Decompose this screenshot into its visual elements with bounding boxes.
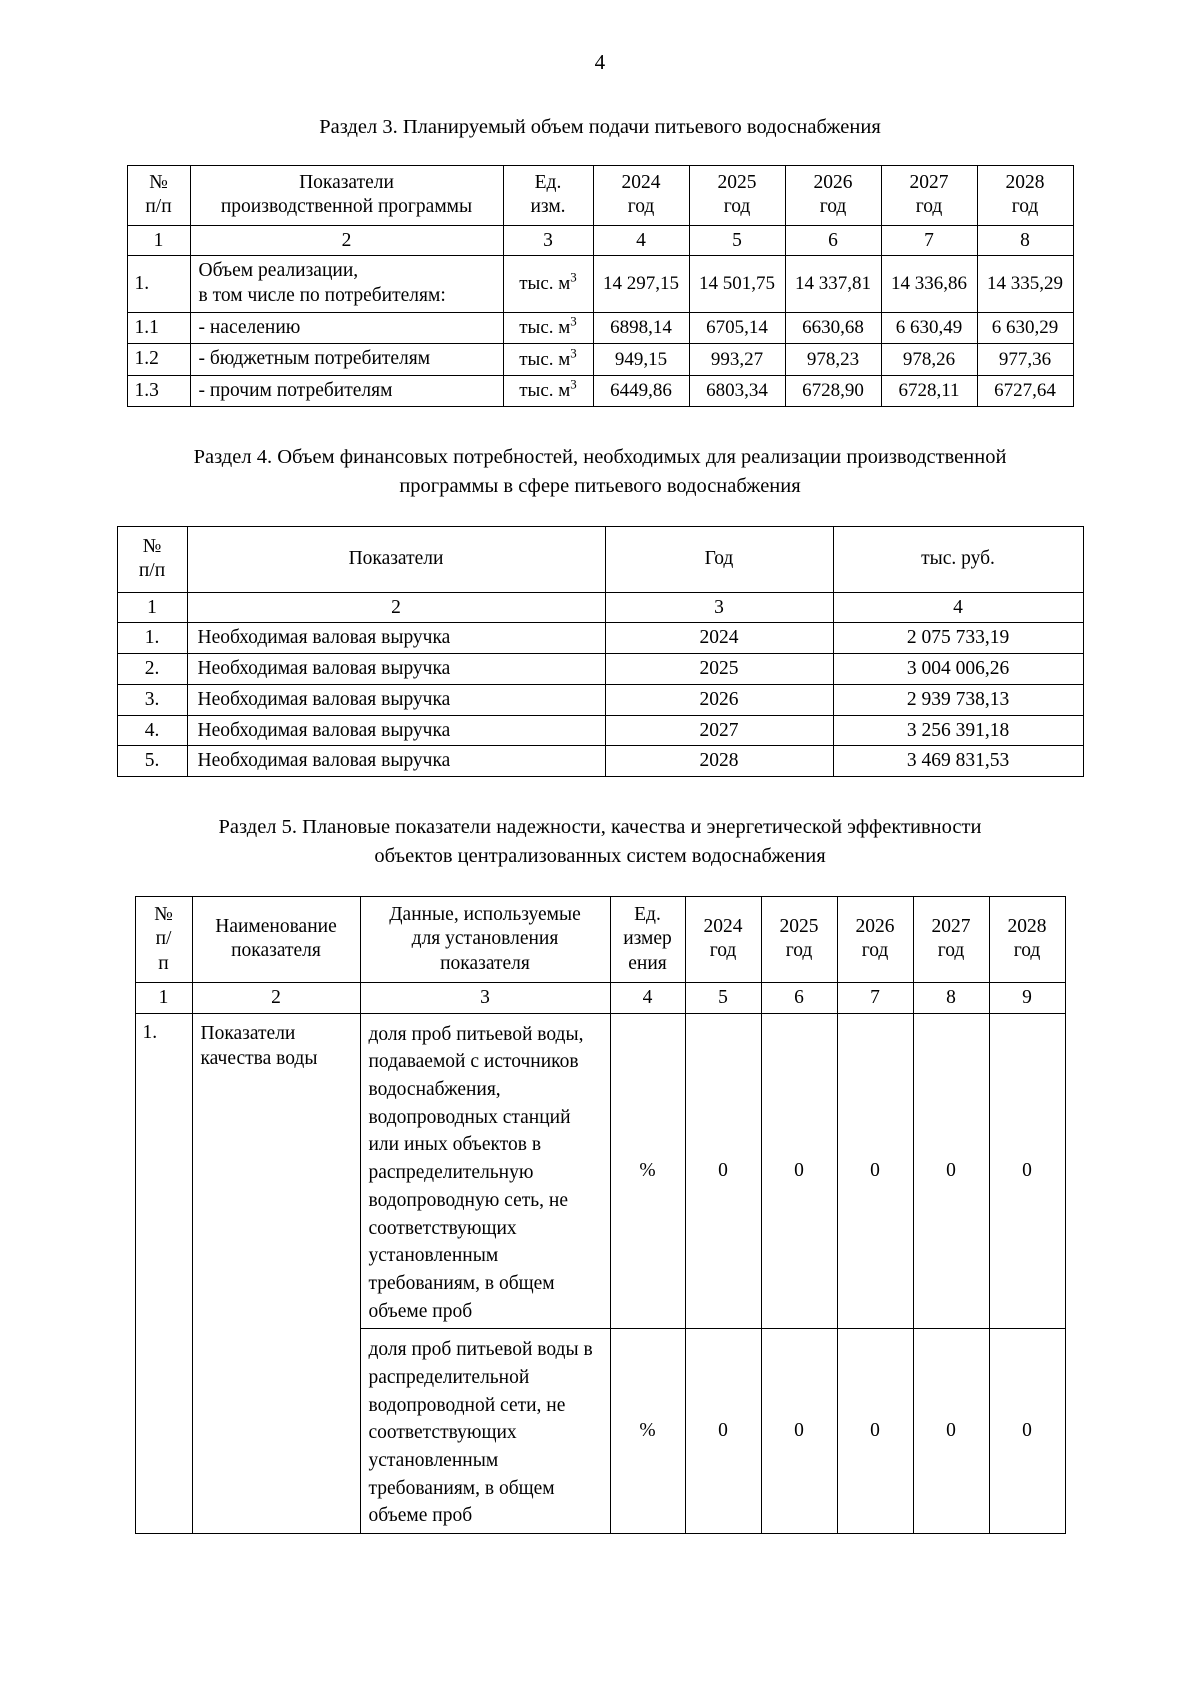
row-name: - бюджетным потребителям: [190, 344, 503, 376]
row-index: 2.: [117, 654, 187, 685]
col-number: 7: [881, 225, 977, 256]
header-2028-label: год: [1011, 196, 1039, 218]
header-cell-name: [192, 896, 360, 982]
header-cell-2028: [977, 166, 1073, 225]
row-name: Необходимая валовая выручка: [187, 715, 605, 746]
header-2024-year: 2024: [703, 915, 743, 937]
unit-text: тыс. м: [519, 317, 571, 339]
header-2025-year: 2025: [717, 172, 757, 194]
row-unit: [503, 344, 593, 376]
row-name: Необходимая валовая выручка: [187, 623, 605, 654]
table-row: [117, 654, 1083, 685]
header-cell-2024: [593, 166, 689, 225]
col-number: 9: [989, 982, 1065, 1013]
row-name: Необходимая валовая выручка: [187, 654, 605, 685]
header-2027-label: год: [937, 940, 965, 962]
header-unit-line1: Ед.: [634, 903, 661, 925]
row-value-2027: 978,26: [881, 344, 977, 376]
unit-superscript: 3: [570, 345, 577, 361]
col-number: 4: [610, 982, 685, 1013]
row-year: 2027: [605, 715, 833, 746]
row-index: 1.2: [127, 344, 190, 376]
col-number: 3: [605, 592, 833, 623]
table-row: [135, 1013, 1065, 1329]
col-number: 2: [187, 592, 605, 623]
header-cell-2027: [913, 896, 989, 982]
header-2024-label: год: [709, 940, 737, 962]
header-data-line1: Данные, используемые: [389, 903, 581, 925]
row-name: - прочим потребителям: [190, 375, 503, 407]
header-cell-no: [117, 526, 187, 592]
row-value-2026: 978,23: [785, 344, 881, 376]
row-amount: 2 075 733,19: [833, 623, 1083, 654]
table-row: [117, 623, 1083, 654]
header-cell-no: [135, 896, 192, 982]
row-value-2024: 0: [685, 1329, 761, 1534]
header-cell-data: [360, 896, 610, 982]
row-year: 2028: [605, 746, 833, 777]
col-number: 2: [190, 225, 503, 256]
header-2028-label: год: [1013, 940, 1041, 962]
section-5-title-line2: объектов централизованных систем водоснабжения: [374, 844, 826, 867]
header-2026-label: год: [819, 196, 847, 218]
unit-superscript: 3: [570, 313, 577, 329]
row-value-2025: 6803,34: [689, 375, 785, 407]
header-2028-year: 2028: [1005, 172, 1045, 194]
col-number: 5: [689, 225, 785, 256]
table-row: [117, 715, 1083, 746]
row-value-2025: 0: [761, 1329, 837, 1534]
row-index: 1.1: [127, 312, 190, 344]
header-2025-year: 2025: [779, 915, 819, 937]
row-unit: %: [610, 1013, 685, 1329]
table-row: [127, 344, 1073, 376]
row-value-2027: 0: [913, 1329, 989, 1534]
table-row: [127, 256, 1073, 312]
header-cell-2025: [761, 896, 837, 982]
header-unit-line2: изм.: [530, 196, 566, 218]
row-value-2026: 14 337,81: [785, 256, 881, 312]
header-indicator-line2: производственной программы: [220, 196, 473, 218]
header-no-line1: №: [154, 903, 173, 925]
header-2024-year: 2024: [621, 172, 661, 194]
table-numbering-row: [127, 225, 1073, 256]
header-cell-2026: [837, 896, 913, 982]
header-unit-line3: ения: [628, 952, 667, 974]
row-value-2025: 0: [761, 1013, 837, 1329]
header-no-line2: п/: [155, 928, 172, 950]
row-value-2028: 0: [989, 1329, 1065, 1534]
row-value-2025: 993,27: [689, 344, 785, 376]
header-2026-year: 2026: [855, 915, 895, 937]
row-value-2026: 0: [837, 1013, 913, 1329]
header-2025-label: год: [723, 196, 751, 218]
row-name: [190, 256, 503, 312]
row-index: 1.: [117, 623, 187, 654]
row-value-2024: 6898,14: [593, 312, 689, 344]
col-number: 8: [977, 225, 1073, 256]
header-2026-year: 2026: [813, 172, 853, 194]
header-cell-amount: тыс. руб.: [833, 526, 1083, 592]
header-unit-line1: Ед.: [534, 172, 562, 194]
col-number: 4: [833, 592, 1083, 623]
header-2024-label: год: [627, 196, 655, 218]
header-cell-2027: [881, 166, 977, 225]
header-2026-label: год: [861, 940, 889, 962]
row-name: - населению: [190, 312, 503, 344]
row-name: Необходимая валовая выручка: [187, 746, 605, 777]
header-2028-year: 2028: [1007, 915, 1047, 937]
header-2027-year: 2027: [931, 915, 971, 937]
header-cell-2024: [685, 896, 761, 982]
row-amount: 3 469 831,53: [833, 746, 1083, 777]
section-3-title: Раздел 3. Планируемый объем подачи питьевого водоснабжения: [319, 116, 881, 138]
row-year: 2025: [605, 654, 833, 685]
header-cell-indicator: [190, 166, 503, 225]
row-index: 5.: [117, 746, 187, 777]
header-indicator-line1: Показатели: [299, 172, 394, 194]
row-value-2025: 6705,14: [689, 312, 785, 344]
header-no-line1: №: [149, 172, 168, 194]
row-value-2027: 14 336,86: [881, 256, 977, 312]
section-5-title-line1: Раздел 5. Плановые показатели надежности, качества и энергетической эффективности: [218, 816, 982, 839]
header-unit-line2: измер: [623, 928, 672, 950]
page-number: 4: [594, 50, 606, 74]
col-number: 1: [135, 982, 192, 1013]
header-cell-2026: [785, 166, 881, 225]
row-value-2024: 6449,86: [593, 375, 689, 407]
header-no-line2: п/п: [138, 560, 166, 582]
header-data-line3: показателя: [440, 952, 530, 974]
row-unit: %: [610, 1329, 685, 1534]
col-number: 8: [913, 982, 989, 1013]
col-number: 5: [685, 982, 761, 1013]
unit-superscript: 3: [570, 270, 577, 286]
section-5-title: [150, 813, 1050, 870]
header-cell-year: Год: [605, 526, 833, 592]
row-name-line1: Объем реализации,: [198, 260, 359, 282]
row-name-line2: в том числе по потребителям:: [198, 284, 446, 306]
row-unit: [503, 375, 593, 407]
table-section-4: [117, 526, 1084, 777]
row-value-2026: 6728,90: [785, 375, 881, 407]
col-number: 3: [360, 982, 610, 1013]
section-4-title: [150, 443, 1050, 500]
unit-text: тыс. м: [519, 273, 571, 295]
col-number: 3: [503, 225, 593, 256]
table-section-3: [127, 165, 1074, 407]
table-row: [127, 312, 1073, 344]
row-year: 2024: [605, 623, 833, 654]
row-name: Необходимая валовая выручка: [187, 684, 605, 715]
row-index: 3.: [117, 684, 187, 715]
row-description: доля проб питьевой воды в распределительной водопроводной сети, не соответствующих установленным требованиям, в общем объеме проб: [360, 1329, 610, 1534]
section-4-title-line1: Раздел 4. Объем финансовых потребностей, необходимых для реализации производственной: [193, 446, 1007, 469]
header-cell-unit: [610, 896, 685, 982]
header-2027-label: год: [915, 196, 943, 218]
col-number: 1: [127, 225, 190, 256]
row-amount: 3 004 006,26: [833, 654, 1083, 685]
col-number: 4: [593, 225, 689, 256]
row-unit: [503, 256, 593, 312]
header-data-line2: для установления: [411, 928, 559, 950]
row-value-2028: 0: [989, 1013, 1065, 1329]
row-value-2027: 6728,11: [881, 375, 977, 407]
row-value-2026: 0: [837, 1329, 913, 1534]
header-name-line2: показателя: [231, 940, 321, 962]
unit-text: тыс. м: [519, 348, 571, 370]
col-number: 6: [761, 982, 837, 1013]
header-no-line3: п: [158, 952, 169, 974]
col-number: 7: [837, 982, 913, 1013]
table-row: [117, 746, 1083, 777]
row-unit: [503, 312, 593, 344]
table-numbering-row: [117, 592, 1083, 623]
row-value-2028: 6727,64: [977, 375, 1073, 407]
row-index: 1.3: [127, 375, 190, 407]
row-index: 1.: [135, 1013, 192, 1533]
header-no-line2: п/п: [145, 196, 172, 218]
row-index: 4.: [117, 715, 187, 746]
row-value-2024: 949,15: [593, 344, 689, 376]
row-value-2025: 14 501,75: [689, 256, 785, 312]
row-description: доля проб питьевой воды, подаваемой с источников водоснабжения, водопроводных станций или иных объектов в распределительную водопроводную сеть, не соответствующих установленным требованиям, в общем объеме проб: [360, 1013, 610, 1329]
table-row: [127, 375, 1073, 407]
row-name: [192, 1013, 360, 1533]
header-2027-year: 2027: [909, 172, 949, 194]
row-value-2028: 14 335,29: [977, 256, 1073, 312]
header-cell-2028: [989, 896, 1065, 982]
row-year: 2026: [605, 684, 833, 715]
row-value-2027: 0: [913, 1013, 989, 1329]
table-header-row: [117, 526, 1083, 592]
table-row: [117, 684, 1083, 715]
row-name-line2: качества воды: [200, 1048, 318, 1070]
header-cell-indicator: Показатели: [187, 526, 605, 592]
table-numbering-row: [135, 982, 1065, 1013]
unit-superscript: 3: [570, 377, 577, 393]
row-value-2028: 977,36: [977, 344, 1073, 376]
row-value-2026: 6630,68: [785, 312, 881, 344]
header-cell-2025: [689, 166, 785, 225]
row-index: 1.: [127, 256, 190, 312]
header-cell-unit: [503, 166, 593, 225]
row-value-2024: 0: [685, 1013, 761, 1329]
row-amount: 3 256 391,18: [833, 715, 1083, 746]
row-amount: 2 939 738,13: [833, 684, 1083, 715]
col-number: 2: [192, 982, 360, 1013]
header-cell-no: [127, 166, 190, 225]
row-value-2028: 6 630,29: [977, 312, 1073, 344]
col-number: 1: [117, 592, 187, 623]
table-header-row: [135, 896, 1065, 982]
unit-text: тыс. м: [519, 380, 571, 402]
table-section-5: [135, 896, 1066, 1534]
header-name-line1: Наименование: [215, 915, 337, 937]
header-2025-label: год: [785, 940, 813, 962]
header-no-line1: №: [142, 535, 162, 557]
col-number: 6: [785, 225, 881, 256]
row-value-2024: 14 297,15: [593, 256, 689, 312]
row-name-line1: Показатели: [200, 1022, 296, 1044]
section-4-title-line2: программы в сфере питьевого водоснабжения: [399, 474, 801, 497]
table-header-row: [127, 166, 1073, 225]
row-value-2027: 6 630,49: [881, 312, 977, 344]
